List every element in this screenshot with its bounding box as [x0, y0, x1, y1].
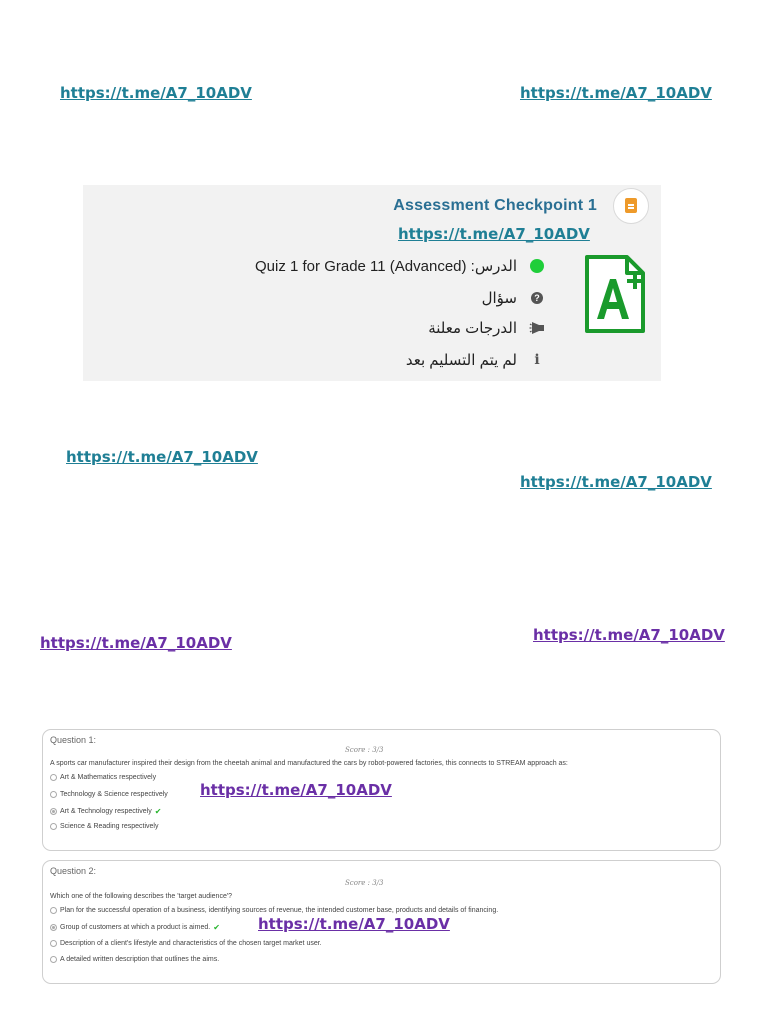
radio-button[interactable] — [50, 823, 57, 830]
question-icon: ? — [529, 290, 545, 306]
radio-button[interactable] — [50, 907, 57, 914]
question-score: Score : 3/3 — [345, 879, 384, 887]
type-label: سؤال — [481, 290, 517, 307]
answer-option[interactable] — [50, 791, 168, 798]
document-icon — [613, 188, 649, 224]
radio-button[interactable] — [50, 791, 57, 798]
assessment-card — [83, 185, 661, 381]
megaphone-icon — [529, 320, 545, 336]
telegram-link[interactable]: https://t.me/A7_10ADV — [520, 473, 712, 491]
question-text: Which one of the following describes the 'target audience'? — [50, 893, 233, 900]
status-dot-icon — [529, 258, 545, 274]
answer-option[interactable] — [50, 956, 219, 963]
telegram-link[interactable]: https://t.me/A7_10ADV — [533, 626, 725, 644]
option-label: Science & Reading respectively — [60, 823, 159, 830]
option-label: Plan for the successful operation of a business, identifying sources of revenue, the intended customer base, products and details of financing. — [60, 907, 499, 914]
telegram-link[interactable]: https://t.me/A7_10ADV — [40, 634, 232, 652]
info-icon: i — [534, 352, 540, 368]
grades-label: الدرجات معلنة — [428, 320, 517, 337]
option-label: Art & Technology respectively — [60, 808, 152, 815]
radio-button-selected[interactable] — [50, 924, 57, 931]
answer-option[interactable] — [50, 774, 156, 781]
answer-option[interactable] — [50, 907, 498, 914]
lesson-label: الدرس: (Quiz 1 for Grade 11 (Advanced — [255, 258, 517, 275]
option-label: Group of customers at which a product is aimed. — [60, 924, 211, 931]
answer-option[interactable] — [50, 923, 220, 932]
grades-row — [428, 319, 545, 337]
answer-option[interactable] — [50, 823, 158, 830]
radio-button-selected[interactable] — [50, 808, 57, 815]
question-title: Question 1: — [50, 735, 97, 745]
check-icon: ✔ — [154, 807, 162, 816]
lesson-row — [255, 257, 545, 275]
telegram-link[interactable]: https://t.me/A7_10ADV — [200, 781, 392, 799]
question-title: Question 2: — [50, 866, 97, 876]
option-label: Description of a client's lifestyle and characteristics of the chosen target market user. — [60, 940, 322, 947]
radio-button[interactable] — [50, 940, 57, 947]
answer-option[interactable] — [50, 807, 161, 816]
grade-a-plus-icon — [583, 253, 647, 335]
option-label: Art & Mathematics respectively — [60, 774, 157, 781]
type-row — [482, 289, 545, 307]
question-text: A sports car manufacturer inspired their design from the cheetah animal and manufactured the cars by robot-powered factories, this connects to STREAM approach as: — [50, 760, 568, 767]
answer-option[interactable] — [50, 940, 322, 947]
telegram-link[interactable]: https://t.me/A7_10ADV — [66, 448, 258, 466]
telegram-link[interactable]: https://t.me/A7_10ADV — [398, 225, 590, 243]
telegram-link[interactable]: https://t.me/A7_10ADV — [60, 84, 252, 102]
check-icon: ✔ — [213, 923, 220, 932]
question-score: Score : 3/3 — [345, 746, 384, 754]
assessment-title[interactable]: Assessment Checkpoint 1 — [393, 197, 597, 214]
submission-label: لم يتم التسليم بعد — [405, 352, 517, 369]
submission-row — [406, 351, 545, 369]
radio-button[interactable] — [50, 956, 57, 963]
option-label: A detailed written description that outlines the aims. — [60, 956, 220, 963]
radio-button[interactable] — [50, 774, 57, 781]
telegram-link[interactable]: https://t.me/A7_10ADV — [520, 84, 712, 102]
option-label: Technology & Science respectively — [60, 791, 168, 798]
telegram-link[interactable]: https://t.me/A7_10ADV — [258, 915, 450, 933]
